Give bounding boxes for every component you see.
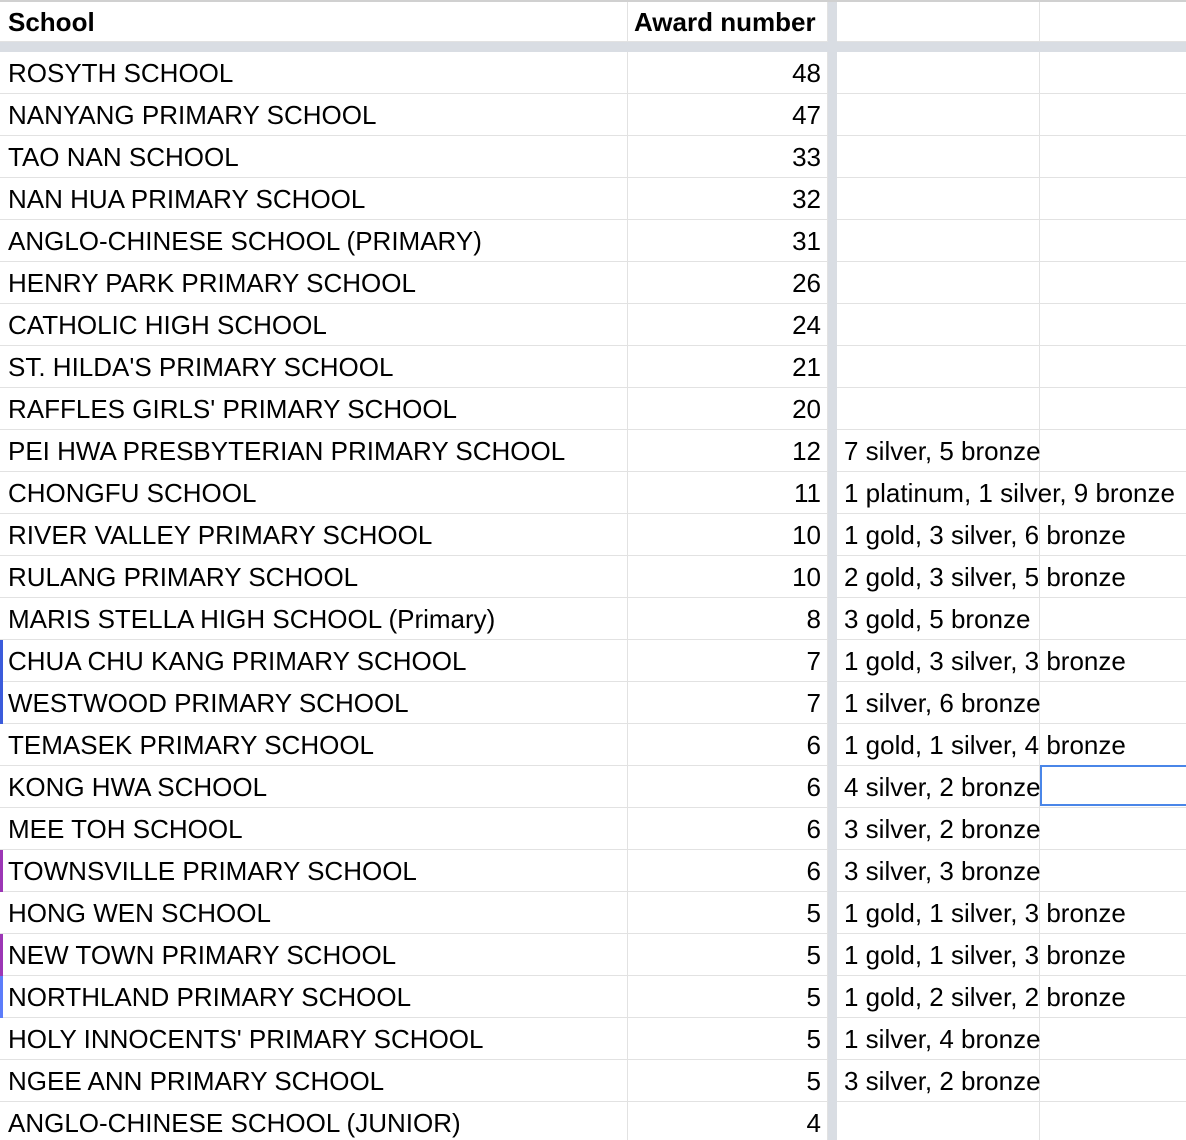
cell-award-number[interactable]: 7 xyxy=(628,640,828,682)
table-row xyxy=(0,136,1186,178)
table-row xyxy=(0,556,1186,598)
cell-award-detail[interactable] xyxy=(837,430,1040,472)
row-edge-marker xyxy=(0,850,3,892)
cell-school[interactable]: PEI HWA PRESBYTERIAN PRIMARY SCHOOL xyxy=(0,430,628,472)
award-detail-text: 3 silver, 2 bronze xyxy=(844,814,1041,844)
cell-school[interactable]: NANYANG PRIMARY SCHOOL xyxy=(0,94,628,136)
award-detail-text: 1 silver, 6 bronze xyxy=(844,688,1041,718)
cell-award-detail[interactable] xyxy=(837,136,1040,178)
cell-award-detail[interactable] xyxy=(837,262,1040,304)
cell-award-number[interactable]: 5 xyxy=(628,892,828,934)
table-row xyxy=(0,1060,1186,1102)
cell-award-number[interactable]: 6 xyxy=(628,808,828,850)
table-row xyxy=(0,514,1186,556)
cell-award-number[interactable]: 47 xyxy=(628,94,828,136)
cell-school[interactable]: HONG WEN SCHOOL xyxy=(0,892,628,934)
cell-school[interactable]: CATHOLIC HIGH SCHOOL xyxy=(0,304,628,346)
table-row xyxy=(0,976,1186,1018)
cell-award-detail[interactable] xyxy=(837,1018,1040,1060)
table-row xyxy=(0,346,1186,388)
cell-empty[interactable] xyxy=(1040,850,1186,892)
cell-award-detail[interactable] xyxy=(837,724,1126,766)
cell-school[interactable]: MARIS STELLA HIGH SCHOOL (Primary) xyxy=(0,598,628,640)
cell-empty[interactable] xyxy=(1040,1060,1186,1102)
award-detail-text: 4 silver, 2 bronze xyxy=(844,772,1041,802)
cell-award-detail[interactable] xyxy=(837,1102,1040,1140)
table-row xyxy=(0,262,1186,304)
award-detail-text: 1 gold, 3 silver, 6 bronze xyxy=(844,520,1126,550)
cell-award-number[interactable]: 10 xyxy=(628,514,828,556)
cell-award-detail[interactable] xyxy=(837,472,1175,514)
cell-school[interactable]: MEE TOH SCHOOL xyxy=(0,808,628,850)
cell-empty[interactable] xyxy=(1040,304,1186,346)
cell-school[interactable]: ROSYTH SCHOOL xyxy=(0,52,628,94)
cell-school[interactable]: RIVER VALLEY PRIMARY SCHOOL xyxy=(0,514,628,556)
cell-award-number[interactable]: 12 xyxy=(628,430,828,472)
cell-empty[interactable] xyxy=(1040,1018,1186,1060)
cell-award-number[interactable]: 4 xyxy=(628,1102,828,1140)
cell-award-number[interactable]: 31 xyxy=(628,220,828,262)
cell-award-detail[interactable] xyxy=(837,808,1040,850)
cell-award-number[interactable]: 8 xyxy=(628,598,828,640)
header-cell-detail[interactable] xyxy=(837,0,1040,42)
table-row xyxy=(0,808,1186,850)
award-detail-text: 7 silver, 5 bronze xyxy=(844,436,1041,466)
row-edge-marker xyxy=(0,976,3,1018)
table-row xyxy=(0,934,1186,976)
award-detail-text: 1 gold, 1 silver, 4 bronze xyxy=(844,730,1126,760)
cell-award-number[interactable]: 6 xyxy=(628,850,828,892)
cell-school[interactable]: TOWNSVILLE PRIMARY SCHOOL xyxy=(0,850,628,892)
cell-school[interactable]: NORTHLAND PRIMARY SCHOOL xyxy=(0,976,628,1018)
award-detail-text: 2 gold, 3 silver, 5 bronze xyxy=(844,562,1126,592)
cell-empty[interactable] xyxy=(1040,94,1186,136)
cell-award-detail[interactable] xyxy=(837,346,1040,388)
cell-school[interactable]: HENRY PARK PRIMARY SCHOOL xyxy=(0,262,628,304)
cell-award-detail[interactable] xyxy=(837,388,1040,430)
cell-award-detail[interactable] xyxy=(837,1060,1040,1102)
cell-school[interactable]: NAN HUA PRIMARY SCHOOL xyxy=(0,178,628,220)
cell-award-number[interactable]: 5 xyxy=(628,934,828,976)
table-row xyxy=(0,178,1186,220)
cell-school[interactable]: KONG HWA SCHOOL xyxy=(0,766,628,808)
cell-empty[interactable] xyxy=(1040,388,1186,430)
cell-school[interactable]: CHONGFU SCHOOL xyxy=(0,472,628,514)
table-row xyxy=(0,1018,1186,1060)
cell-award-number[interactable]: 6 xyxy=(628,724,828,766)
cell-school[interactable]: NGEE ANN PRIMARY SCHOOL xyxy=(0,1060,628,1102)
table-row xyxy=(0,766,1186,808)
cell-school[interactable]: NEW TOWN PRIMARY SCHOOL xyxy=(0,934,628,976)
cell-award-detail[interactable] xyxy=(837,304,1040,346)
cell-award-detail[interactable] xyxy=(837,850,1040,892)
cell-school[interactable]: HOLY INNOCENTS' PRIMARY SCHOOL xyxy=(0,1018,628,1060)
row-edge-marker xyxy=(0,682,3,724)
cell-school[interactable]: WESTWOOD PRIMARY SCHOOL xyxy=(0,682,628,724)
cell-award-detail[interactable] xyxy=(837,220,1040,262)
cell-award-detail[interactable] xyxy=(837,514,1126,556)
table-row xyxy=(0,52,1186,94)
award-detail-text: 1 gold, 1 silver, 3 bronze xyxy=(844,898,1126,928)
header-cell-school[interactable]: School xyxy=(0,0,628,42)
cell-empty[interactable] xyxy=(1040,346,1186,388)
cell-award-detail[interactable] xyxy=(837,682,1040,724)
cell-empty[interactable] xyxy=(1040,52,1186,94)
cell-award-number[interactable]: 26 xyxy=(628,262,828,304)
table-row xyxy=(0,94,1186,136)
cell-award-detail[interactable] xyxy=(837,52,1040,94)
table-row xyxy=(0,388,1186,430)
table-row xyxy=(0,850,1186,892)
cell-school[interactable]: RAFFLES GIRLS' PRIMARY SCHOOL xyxy=(0,388,628,430)
cell-school[interactable]: TAO NAN SCHOOL xyxy=(0,136,628,178)
cell-school[interactable]: RULANG PRIMARY SCHOOL xyxy=(0,556,628,598)
table-row xyxy=(0,640,1186,682)
cell-award-number[interactable]: 5 xyxy=(628,1018,828,1060)
cell-award-number[interactable]: 32 xyxy=(628,178,828,220)
award-detail-text: 3 silver, 2 bronze xyxy=(844,1066,1041,1096)
cell-empty[interactable] xyxy=(1040,808,1186,850)
cell-school[interactable]: ST. HILDA'S PRIMARY SCHOOL xyxy=(0,346,628,388)
award-detail-text: 1 gold, 1 silver, 3 bronze xyxy=(844,940,1126,970)
grid-top-border xyxy=(0,0,1186,2)
table-row xyxy=(0,682,1186,724)
header-cell-award-number[interactable]: Award number xyxy=(628,0,828,42)
cell-award-detail[interactable] xyxy=(837,94,1040,136)
cell-award-detail[interactable] xyxy=(837,934,1126,976)
cell-award-detail[interactable] xyxy=(837,598,1040,640)
frozen-column-divider[interactable] xyxy=(828,0,837,1140)
cell-empty[interactable] xyxy=(1040,598,1186,640)
header-row xyxy=(0,0,1186,42)
cell-award-detail[interactable] xyxy=(837,766,1040,808)
cell-award-detail[interactable] xyxy=(837,640,1126,682)
award-detail-text: 3 gold, 5 bronze xyxy=(844,604,1031,634)
cell-school[interactable]: CHUA CHU KANG PRIMARY SCHOOL xyxy=(0,640,628,682)
cell-empty[interactable] xyxy=(1040,220,1186,262)
cell-empty[interactable] xyxy=(1040,1102,1186,1140)
table-row xyxy=(0,1102,1186,1140)
table-row xyxy=(0,430,1186,472)
row-edge-marker xyxy=(0,934,3,976)
cell-empty[interactable] xyxy=(1040,682,1186,724)
cell-award-number[interactable]: 5 xyxy=(628,976,828,1018)
cell-school[interactable]: ANGLO-CHINESE SCHOOL (PRIMARY) xyxy=(0,220,628,262)
cell-award-number[interactable]: 10 xyxy=(628,556,828,598)
cell-school[interactable]: ANGLO-CHINESE SCHOOL (JUNIOR) xyxy=(0,1102,628,1140)
cell-award-number[interactable]: 6 xyxy=(628,766,828,808)
cell-award-number[interactable]: 21 xyxy=(628,346,828,388)
award-detail-text: 1 gold, 2 silver, 2 bronze xyxy=(844,982,1126,1012)
cell-empty[interactable] xyxy=(1040,430,1186,472)
cell-school[interactable]: TEMASEK PRIMARY SCHOOL xyxy=(0,724,628,766)
award-detail-text: 3 silver, 3 bronze xyxy=(844,856,1041,886)
cell-award-number[interactable]: 48 xyxy=(628,52,828,94)
cell-award-detail[interactable] xyxy=(837,556,1126,598)
cell-award-number[interactable]: 5 xyxy=(628,1060,828,1102)
frozen-row-divider[interactable] xyxy=(0,42,1186,52)
cell-award-number[interactable]: 33 xyxy=(628,136,828,178)
cell-award-detail[interactable] xyxy=(837,976,1126,1018)
cell-award-number[interactable]: 24 xyxy=(628,304,828,346)
cell-empty[interactable] xyxy=(1040,136,1186,178)
award-detail-text: 1 platinum, 1 silver, 9 bronze xyxy=(844,478,1175,508)
cell-empty[interactable] xyxy=(1040,262,1186,304)
cell-award-number[interactable]: 7 xyxy=(628,682,828,724)
award-detail-text: 1 silver, 4 bronze xyxy=(844,1024,1041,1054)
cell-award-number[interactable]: 11 xyxy=(628,472,828,514)
table-row xyxy=(0,472,1186,514)
row-edge-marker xyxy=(0,640,3,682)
table-row xyxy=(0,724,1186,766)
cell-award-detail[interactable] xyxy=(837,892,1126,934)
selected-cell-outline[interactable] xyxy=(1040,765,1186,806)
award-detail-text: 1 gold, 3 silver, 3 bronze xyxy=(844,646,1126,676)
cell-award-number[interactable]: 20 xyxy=(628,388,828,430)
table-row xyxy=(0,892,1186,934)
cell-empty[interactable] xyxy=(1040,178,1186,220)
table-row xyxy=(0,304,1186,346)
table-row xyxy=(0,598,1186,640)
cell-award-detail[interactable] xyxy=(837,178,1040,220)
table-row xyxy=(0,220,1186,262)
header-cell-empty[interactable] xyxy=(1040,0,1186,42)
